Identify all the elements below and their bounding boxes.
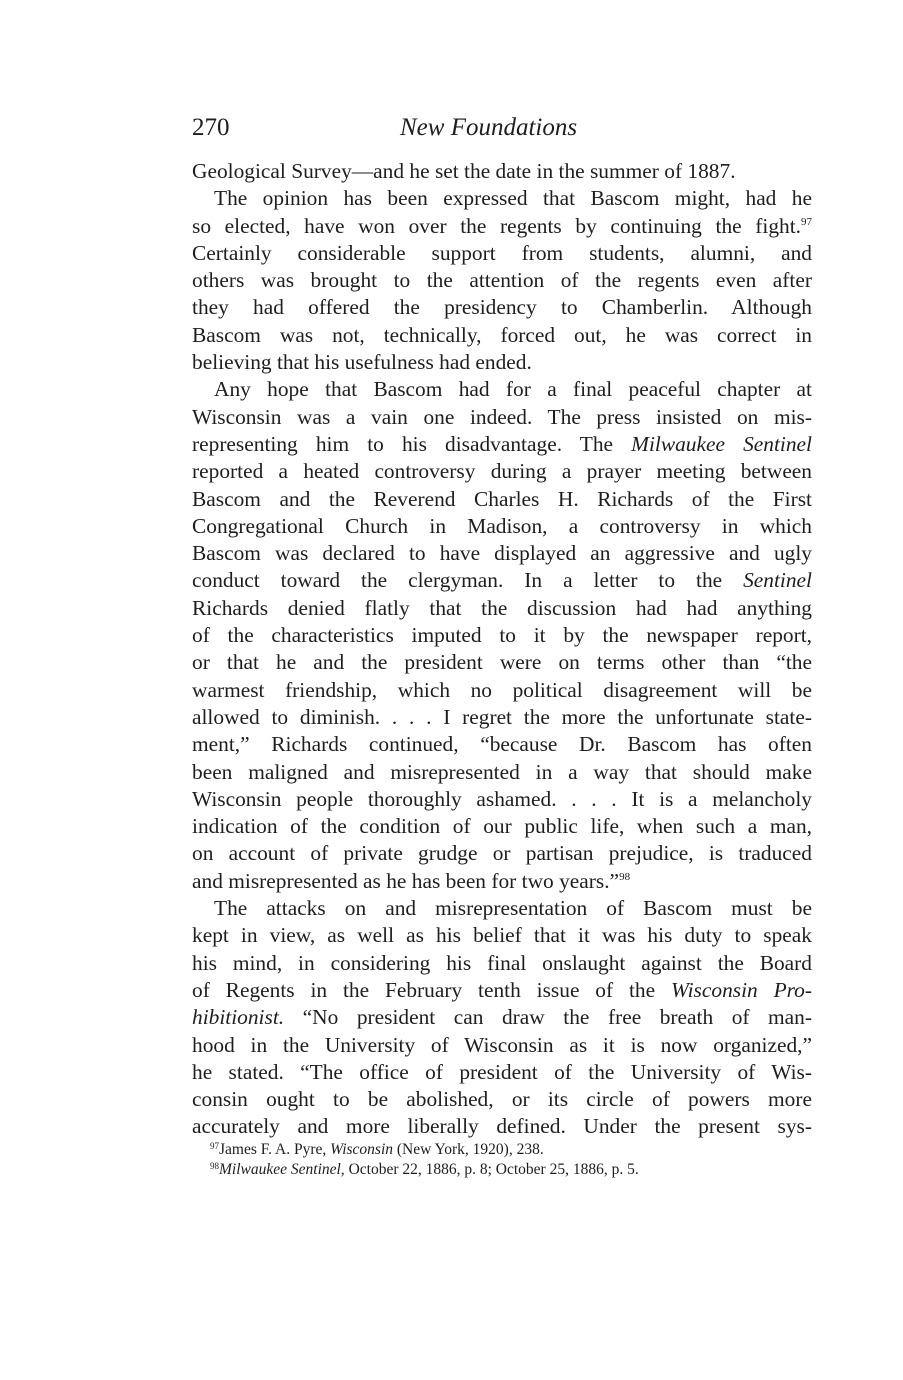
italic-title: Wisconsin Pro- <box>670 977 812 1002</box>
italic-title: Milwaukee Sentinel, <box>219 1161 345 1178</box>
text-line: Congregational Church in Madison, a controversy in which <box>192 513 812 538</box>
text-line: kept in view, as well as his belief that it was his duty to speak <box>192 923 812 948</box>
text-line: conduct toward the clergyman. In a letter to the Sentinel <box>192 568 812 593</box>
page-header <box>192 114 812 148</box>
footnote-mark: 97 <box>210 1141 219 1151</box>
text-line: Bascom was declared to have displayed an aggressive and ugly <box>192 541 812 566</box>
text-line: representing him to his disadvantage. The Milwaukee Sentinel <box>192 431 812 456</box>
text-line: believing that his usefulness had ended. <box>192 350 532 375</box>
text-line: hibitionist. “No president can draw the free breath of man- <box>192 1005 812 1030</box>
footnote-mark: 98 <box>210 1161 219 1171</box>
text-line: he stated. “The office of president of the University of Wis- <box>192 1059 812 1084</box>
footnote-reference[interactable]: 98 <box>619 870 631 883</box>
italic-title: Sentinel <box>743 568 812 593</box>
text-line: of Regents in the February tenth issue of the Wisconsin Pro- <box>192 977 812 1002</box>
running-title: New Foundations <box>400 114 578 141</box>
text-line: of the characteristics imputed to it by the newspaper report, <box>192 623 812 648</box>
text-line: they had offered the presidency to Chamberlin. Although <box>192 295 812 320</box>
page-number: 270 <box>192 114 230 141</box>
text-line: accurately and more liberally defined. Under the present sys- <box>192 1114 812 1139</box>
text-line: The opinion has been expressed that Bascom might, had he <box>214 186 812 211</box>
footnote-reference[interactable]: 97 <box>801 215 812 228</box>
text-line: Certainly considerable support from students, alumni, and <box>192 240 812 265</box>
text-line: so elected, have won over the regents by continuing the fight.$^{97}$ <box>192 213 812 238</box>
text-line: Richards denied flatly that the discussion had had anything <box>192 595 812 620</box>
footnotes <box>210 1140 810 1180</box>
text-line: his mind, in considering his final onslaught against the Board <box>192 950 812 975</box>
text-line: Wisconsin people thoroughly ashamed. . . . It is a melancholy <box>192 786 812 811</box>
text-line: Bascom and the Reverend Charles H. Richards of the First <box>192 486 812 511</box>
text-line: Wisconsin was a vain one indeed. The press insisted on mis- <box>192 404 812 429</box>
text-line: warmest friendship, which no political disagreement will be <box>192 677 812 702</box>
footnote: $^{98}$Milwaukee Sentinel, October 22, 1886, p. 8; October 25, 1886, p. 5. <box>210 1161 639 1178</box>
text-line: Geological Survey—and he set the date in the summer of 1887. <box>192 159 736 183</box>
italic-title: Wisconsin <box>330 1141 394 1158</box>
text-line: The attacks on and misrepresentation of Bascom must be <box>214 896 812 921</box>
body-text <box>192 158 812 1141</box>
italic-title: Milwaukee Sentinel <box>631 431 812 456</box>
text-line: others was brought to the attention of the regents even after <box>192 268 812 293</box>
text-line: Bascom was not, technically, forced out, he was correct in <box>192 322 812 347</box>
text-line: allowed to diminish. . . . I regret the more the unfortunate state- <box>192 704 812 729</box>
footnote: $^{97}$James F. A. Pyre, Wisconsin (New York, 1920), 238. <box>210 1141 544 1158</box>
text-line: on account of private grudge or partisan prejudice, is traduced <box>192 841 812 866</box>
text-line: and misrepresented as he has been for two years.”$^{98}$ <box>192 868 631 893</box>
text-line: been maligned and misrepresented in a way that should make <box>192 759 812 784</box>
text-line: indication of the condition of our public life, when such a man, <box>192 814 812 839</box>
text-line: hood in the University of Wisconsin as it is now organized,” <box>192 1032 812 1057</box>
italic-title: hibitionist. <box>192 1005 285 1030</box>
text-line: consin ought to be abolished, or its circle of powers more <box>192 1087 812 1112</box>
text-line: Any hope that Bascom had for a final peaceful chapter at <box>214 377 812 402</box>
text-line: or that he and the president were on terms other than “the <box>192 650 812 675</box>
text-line: reported a heated controversy during a prayer meeting between <box>192 459 812 484</box>
text-line: ment,” Richards continued, “because Dr. Bascom has often <box>192 732 812 757</box>
